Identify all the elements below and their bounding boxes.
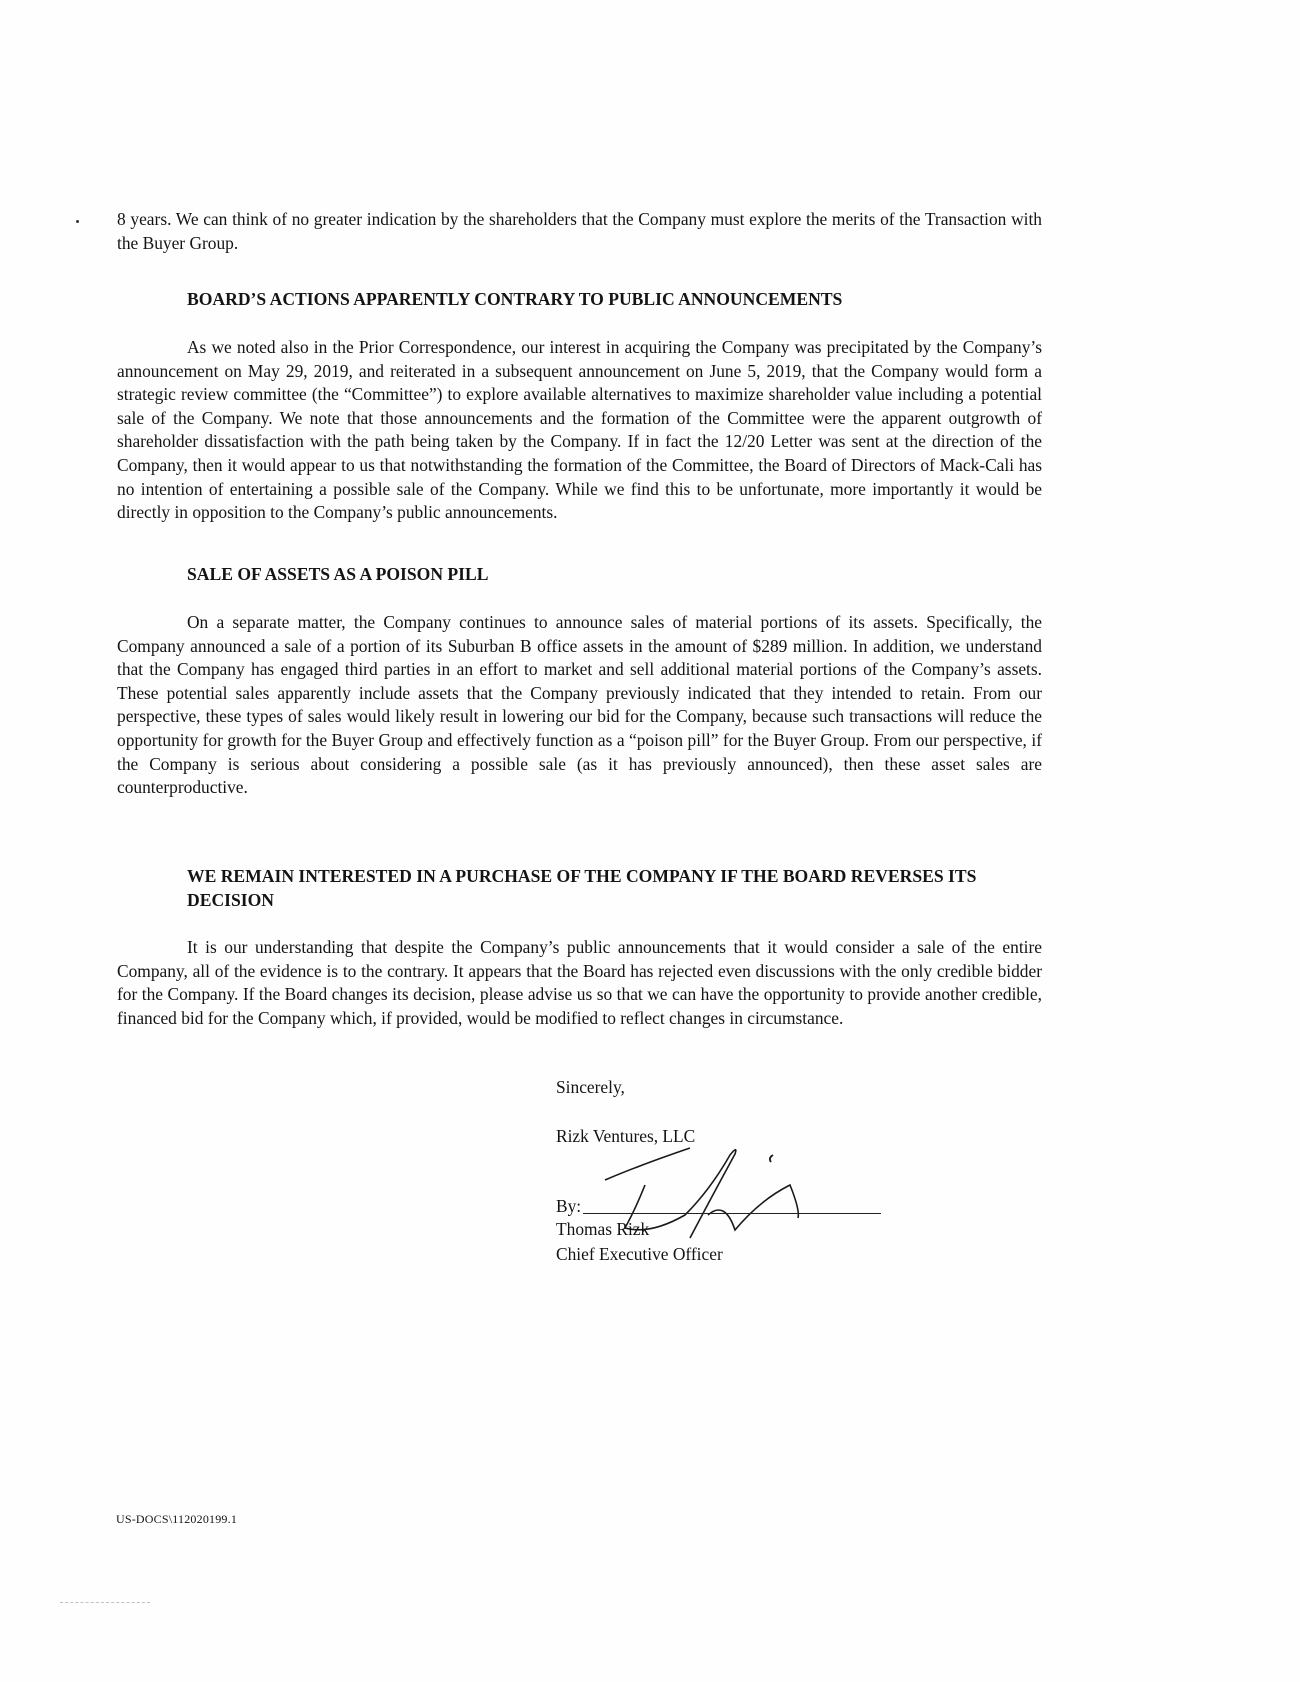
signature-rule [583, 1213, 881, 1214]
section-heading-remain-interested: WE REMAIN INTERESTED IN A PURCHASE OF THE COMPANY IF THE BOARD REVERSES ITS DECISION [187, 866, 977, 910]
section-body-board-actions: As we noted also in the Prior Correspondence, our interest in acquiring the Company was precipitated by the Company’s announcement on May 29, 2019, and reiterated in a subsequent announcement on June 5, 2019, that the Company would form a strategic review committee (the “Committee”) to explore available alternatives to maximize shareholder value including a potential sale of the Company. We note that those announcements and the formation of the Committee were the apparent outgrowth of shareholder dissatisfaction with the path being taken by the Company. If in fact the 12/20 Letter was sent at the direction of the Company, then it would appear to us that notwithstanding the formation of the Committee, the Board of Directors of Mack-Cali has no intention of entertaining a possible sale of the Company. While we find this to be unfortunate, more importantly it would be directly in opposition to the Company’s public announcements. [117, 337, 1042, 523]
intro-paragraph: 8 years. We can think of no greater indication by the shareholders that the Company must explore the merits of the Transaction with the Buyer Group. [117, 209, 1042, 253]
section-body-remain-interested: It is our understanding that despite the Company’s public announcements that it would consider a sale of the entire Company, all of the evidence is to the contrary. It appears that the Board has rejected even discussions with the only credible bidder for the Company. If the Board changes its decision, please advise us so that we can have the opportunity to provide another credible, financed bid for the Company which, if provided, would be modified to reflect changes in circumstance. [117, 937, 1042, 1028]
signature-line [556, 1195, 881, 1219]
section-body-poison-pill: On a separate matter, the Company continues to announce sales of material portions of its assets. Specifically, the Company announced a sale of a portion of its Suburban B office assets in the amount of $289 million. In addition, we understand that the Company has engaged third parties in an effort to market and sell additional material portions of the Company’s assets. These potential sales apparently include assets that the Company previously indicated that they intended to retain. From our perspective, these types of sales would likely result in lowering our bid for the Company, because such transactions will reduce the opportunity for growth for the Buyer Group and effectively function as a “poison pill” for the Buyer Group. From our perspective, if the Company is serious about considering a possible sale (as it has previously announced), then these asset sales are counterproductive. [117, 612, 1042, 798]
by-label: By: [556, 1196, 582, 1216]
section-heading-board-actions: BOARD’S ACTIONS APPARENTLY CONTRARY TO PUBLIC ANNOUNCEMENTS [187, 289, 843, 309]
document-id-footer: US-DOCS\112020199.1 [116, 1512, 238, 1526]
signatory-company: Rizk Ventures, LLC [556, 1126, 696, 1146]
signer-name: Thomas Rizk [556, 1219, 650, 1239]
section-heading-poison-pill: SALE OF ASSETS AS A POISON PILL [187, 564, 489, 584]
closing-salutation: Sincerely, [556, 1077, 625, 1097]
signer-title: Chief Executive Officer [556, 1244, 723, 1264]
scan-artifact [60, 1602, 150, 1604]
scan-mark [76, 220, 79, 223]
